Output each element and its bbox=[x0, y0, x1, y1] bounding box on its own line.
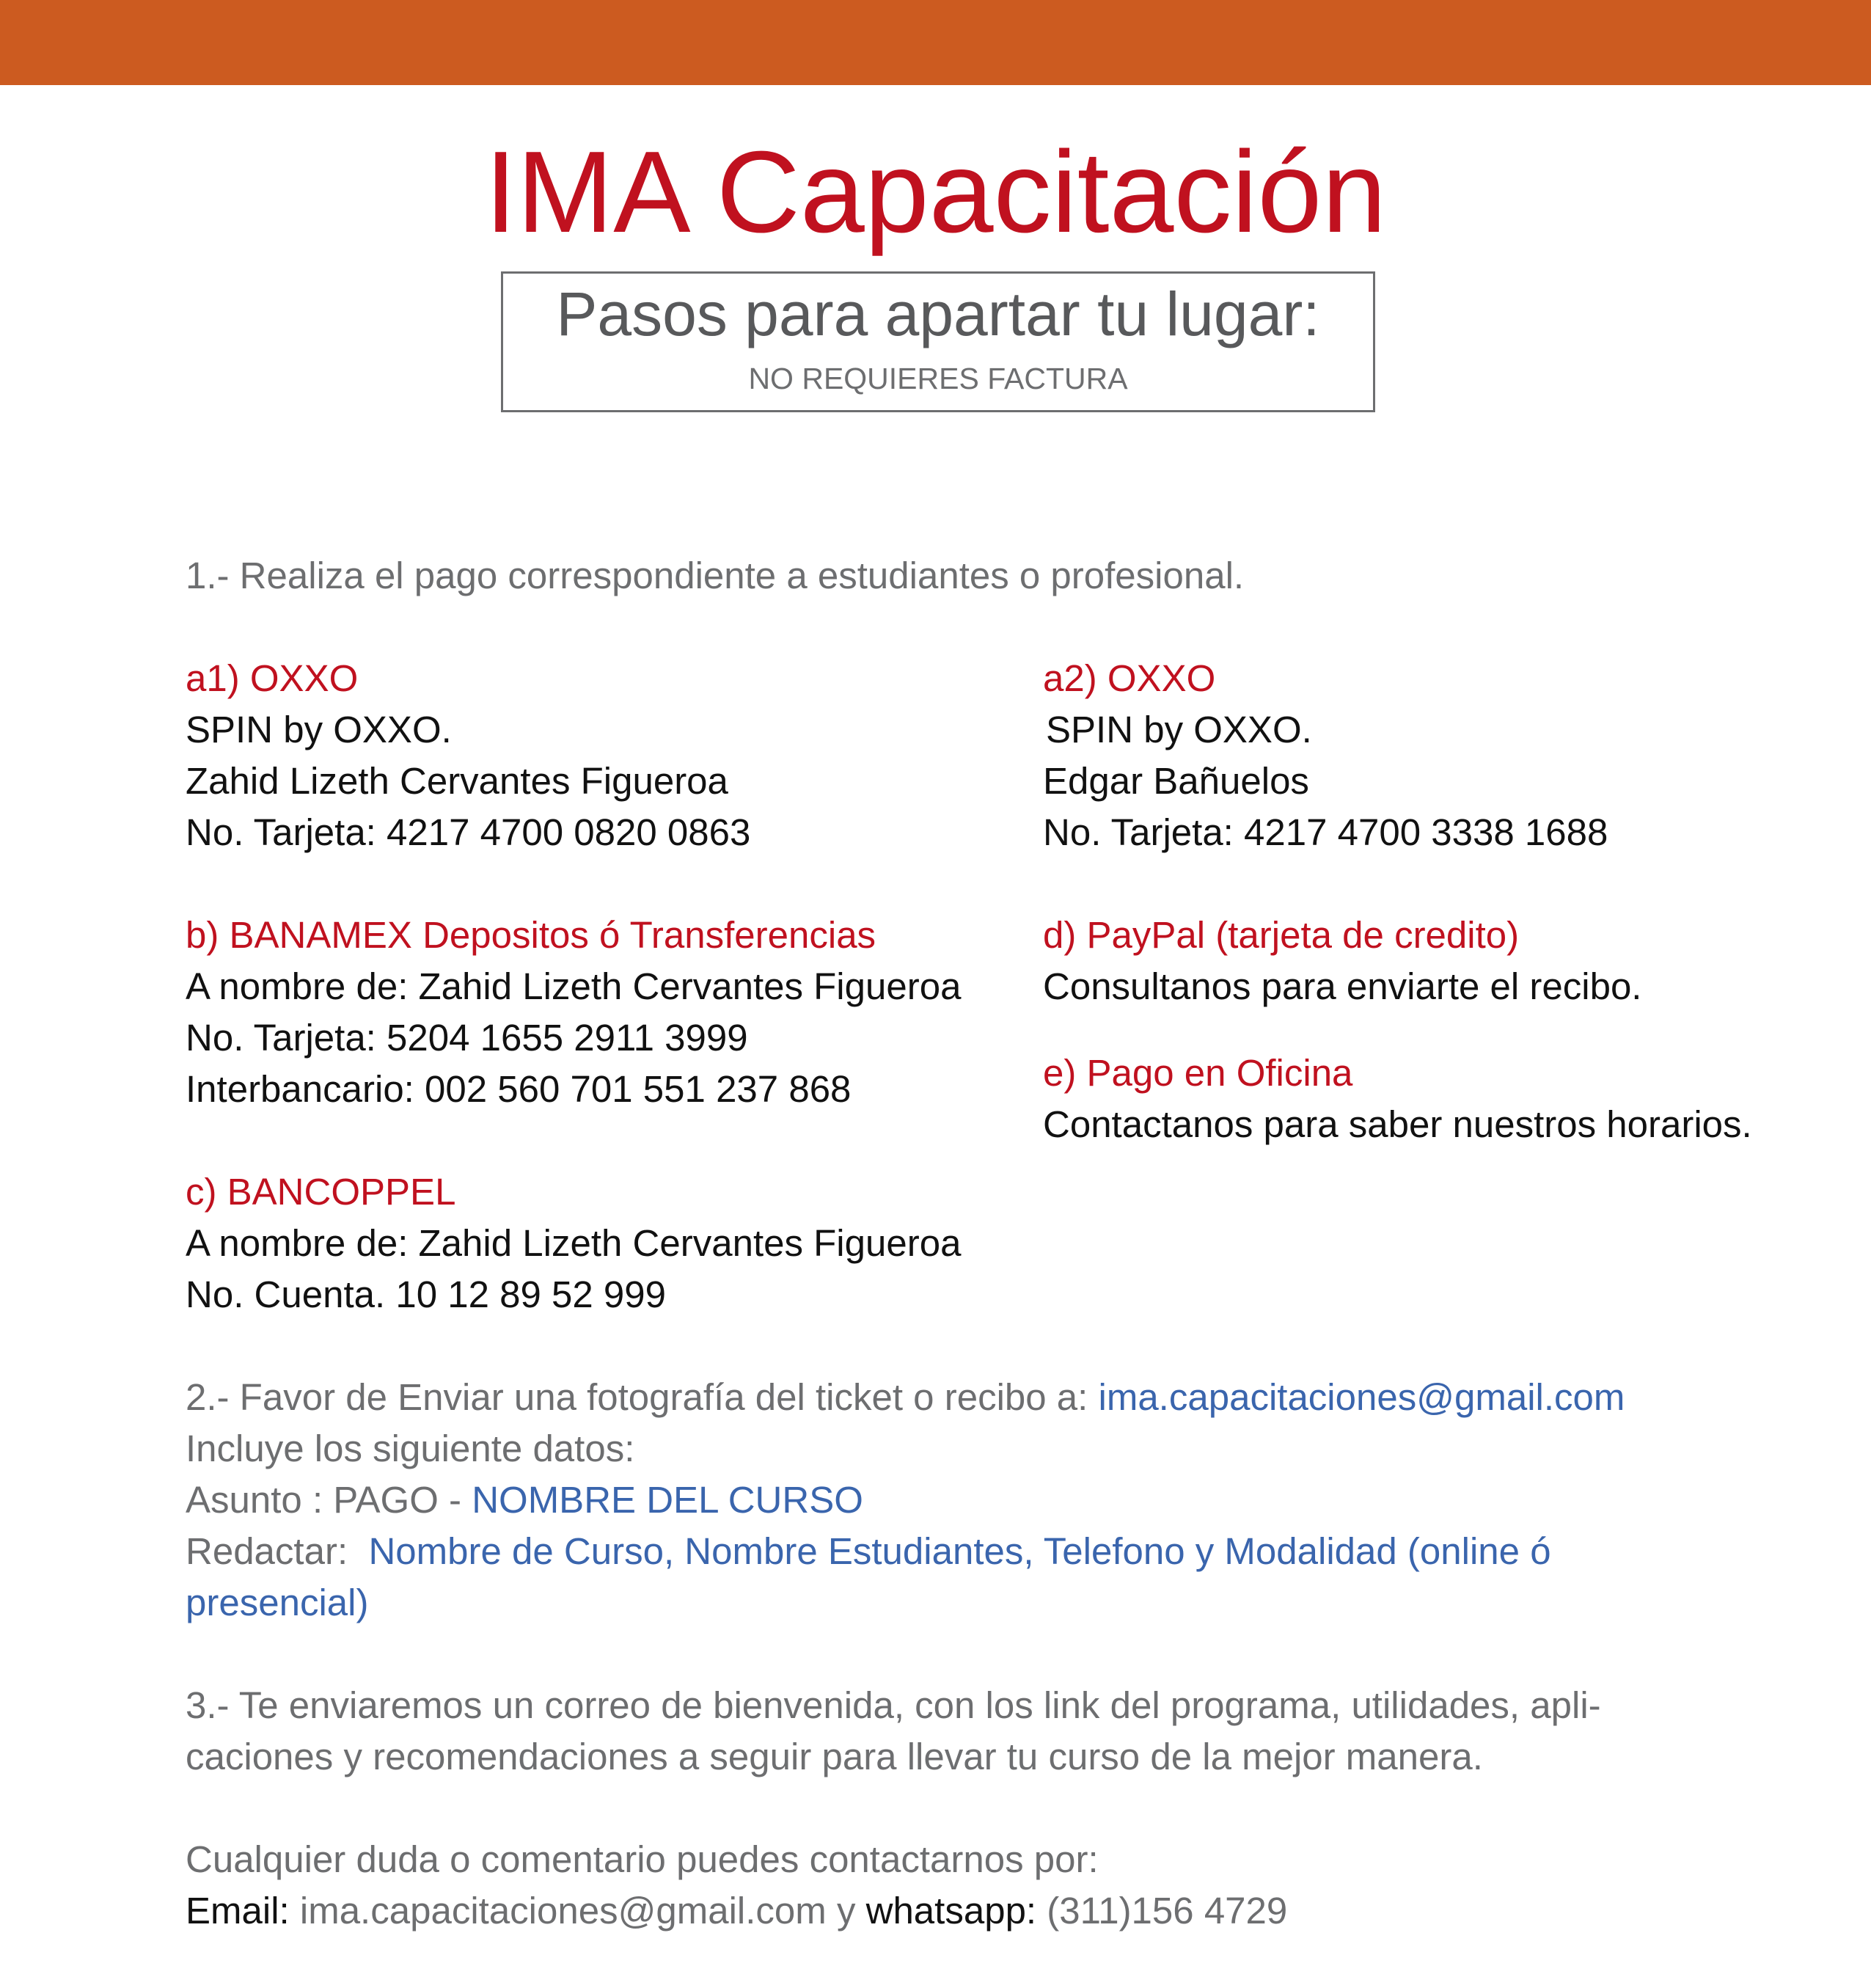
step2-line3 bbox=[186, 1474, 863, 1526]
invoice-note: NO REQUIERES FACTURA bbox=[748, 362, 1128, 395]
a1-line3: No. Tarjeta: 4217 4700 0820 0863 bbox=[186, 811, 751, 853]
contact-line2 bbox=[186, 1885, 1287, 1937]
d-heading: d) PayPal (tarjeta de credito) bbox=[1043, 914, 1520, 956]
top-accent-bar bbox=[0, 0, 1871, 85]
step1-intro: 1.- Realiza el pago correspondiente a estudiantes o profesional. bbox=[186, 555, 1245, 596]
a2-heading: a2) OXXO bbox=[1043, 657, 1216, 699]
whatsapp-number[interactable]: (311)156 4729 bbox=[1047, 1890, 1288, 1932]
subject-value: NOMBRE DEL CURSO bbox=[472, 1479, 863, 1521]
a1-heading: a1) OXXO bbox=[186, 657, 359, 699]
a2-line3 bbox=[1043, 807, 1608, 858]
compose-label: Redactar: bbox=[186, 1530, 348, 1572]
compose-value: Nombre de Curso, Nombre Estudiantes, Telefono y Modalidad (online ó bbox=[368, 1530, 1551, 1572]
step2-line1 bbox=[186, 1372, 1625, 1423]
page-subtitle: Pasos para apartar tu lugar: bbox=[556, 279, 1320, 348]
d-line1: Consultanos para enviarte el recibo. bbox=[1043, 965, 1642, 1007]
c-line2: No. Cuenta. 10 12 89 52 999 bbox=[186, 1273, 667, 1315]
step2-instruction: 2.- Favor de Enviar una fotografía del ticket o recibo a: bbox=[186, 1376, 1088, 1418]
email-label: Email: bbox=[186, 1890, 290, 1932]
c-heading: c) BANCOPPEL bbox=[186, 1171, 456, 1213]
step2-email-link[interactable]: ima.capacitaciones@gmail.com bbox=[1098, 1376, 1625, 1418]
a2-card-number: 4217 4700 3338 1688 bbox=[1244, 811, 1608, 853]
a2-line1: SPIN by OXXO. bbox=[1046, 709, 1312, 750]
a2-line2: Edgar Bañuelos bbox=[1043, 760, 1309, 802]
step3-line2: caciones y recomendaciones a seguir para llevar tu curso de la mejor manera. bbox=[186, 1736, 1483, 1777]
b-line1: A nombre de: Zahid Lizeth Cervantes Figueroa bbox=[186, 965, 962, 1007]
contact-email[interactable]: ima.capacitaciones@gmail.com bbox=[299, 1890, 827, 1932]
a2-card-label: No. Tarjeta: bbox=[1043, 811, 1234, 853]
b-heading: b) BANAMEX Depositos ó Transferencias bbox=[186, 914, 876, 956]
c-line1: A nombre de: Zahid Lizeth Cervantes Figueroa bbox=[186, 1222, 962, 1264]
b-line3: Interbancario: 002 560 701 551 237 868 bbox=[186, 1068, 852, 1110]
subject-label: Asunto : PAGO - bbox=[186, 1479, 462, 1521]
e-line1: Contactanos para saber nuestros horarios. bbox=[1043, 1103, 1752, 1145]
step3-line1: 3.- Te enviaremos un correo de bienvenida, con los link del programa, utilidades, apli- bbox=[186, 1684, 1601, 1726]
step2-line5: presencial) bbox=[186, 1582, 369, 1623]
e-heading: e) Pago en Oficina bbox=[1043, 1052, 1353, 1094]
step2-line2: Incluye los siguiente datos: bbox=[186, 1428, 635, 1469]
whatsapp-label: whatsapp: bbox=[865, 1890, 1037, 1932]
page-title: IMA Capacitación bbox=[484, 128, 1387, 257]
contact-line1: Cualquier duda o comentario puedes contactarnos por: bbox=[186, 1838, 1099, 1880]
b-line2: No. Tarjeta: 5204 1655 2911 3999 bbox=[186, 1017, 748, 1059]
step2-line4 bbox=[186, 1526, 1551, 1577]
contact-joiner: y bbox=[836, 1890, 856, 1932]
a1-line1: SPIN by OXXO. bbox=[186, 709, 452, 750]
a1-line2: Zahid Lizeth Cervantes Figueroa bbox=[186, 760, 728, 802]
